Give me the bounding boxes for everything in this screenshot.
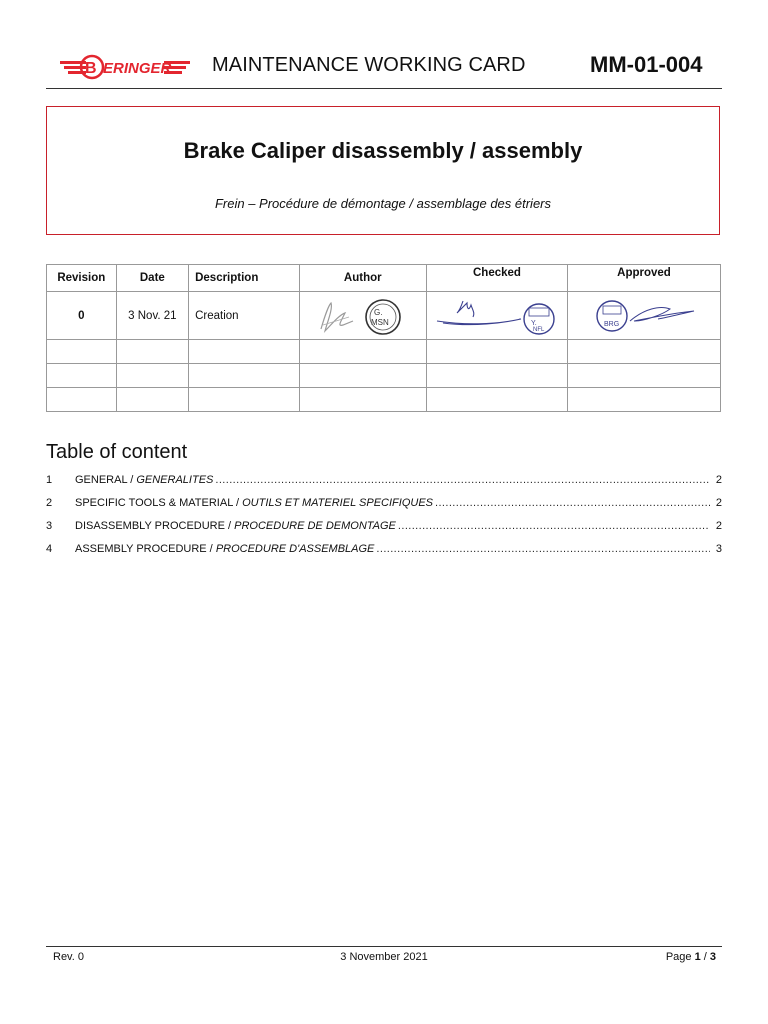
toc-leader-dots (435, 497, 710, 509)
table-row (47, 292, 721, 340)
logo-text: ERINGER (103, 60, 172, 77)
toc-item-number: 3 (46, 520, 53, 532)
document-type: MAINTENANCE WORKING CARD (212, 54, 526, 76)
toc-leader-dots (215, 474, 710, 486)
document-title-french: Frein – Procédure de démontage / assemblage des étriers (214, 196, 552, 211)
author-stamp (366, 300, 400, 334)
table-of-contents (46, 474, 722, 566)
title-box (46, 106, 720, 235)
revision-table-header (47, 265, 721, 292)
toc-item-label: DISASSEMBLY PROCEDURE / PROCEDURE DE DEMONTAGE (75, 520, 396, 532)
toc-item-assembly[interactable] (46, 543, 722, 566)
header-revision: Revision (47, 265, 117, 292)
footer-divider (46, 946, 722, 947)
toc-item-page: 3 (715, 543, 722, 555)
document-number: MM-01-004 (590, 52, 703, 77)
toc-title: Table of content (46, 441, 188, 463)
svg-text:Y.: Y. (530, 319, 537, 327)
approved-signature (574, 295, 714, 337)
toc-item-general[interactable] (46, 474, 722, 497)
header-date: Date (116, 265, 188, 292)
beringer-logo (58, 52, 192, 82)
header-author: Author (299, 265, 426, 292)
toc-item-label: SPECIFIC TOOLS & MATERIAL / OUTILS ET MATERIEL SPECIFIQUES (75, 497, 434, 509)
header-description: Description (189, 265, 300, 292)
author-signature-cell (299, 292, 426, 340)
table-row (47, 388, 721, 412)
table-row (47, 364, 721, 388)
checked-signature (433, 295, 561, 337)
table-row (47, 340, 721, 364)
toc-leader-dots (398, 520, 710, 532)
svg-text:MSN: MSN (370, 317, 389, 327)
svg-text:NFL: NFL (532, 326, 545, 333)
header-checked: Checked (426, 265, 567, 292)
toc-item-tools-material[interactable] (46, 497, 722, 520)
approved-signature-cell (567, 292, 720, 340)
toc-item-number: 2 (46, 497, 53, 509)
svg-text:BRG: BRG (603, 320, 620, 328)
cell-revision: 0 (47, 292, 117, 340)
approved-stamp (597, 301, 627, 331)
toc-item-page: 2 (715, 520, 722, 532)
revision-table (46, 264, 721, 412)
toc-leader-dots (376, 543, 710, 555)
toc-item-number: 4 (46, 543, 53, 555)
cell-description: Creation (189, 292, 300, 340)
cell-date: 3 Nov. 21 (116, 292, 188, 340)
header-approved: Approved (567, 265, 720, 292)
toc-item-page: 2 (715, 497, 722, 509)
toc-item-label: GENERAL / GENERALITES (75, 474, 214, 486)
footer-page-number: Page 1 / 3 (665, 951, 716, 963)
svg-text:G.: G. (373, 307, 383, 317)
toc-item-disassembly[interactable] (46, 520, 722, 543)
svg-text:B: B (85, 60, 97, 77)
header-divider (46, 88, 722, 89)
footer-date: 3 November 2021 (340, 951, 428, 963)
checked-signature-cell (426, 292, 567, 340)
author-signature (313, 295, 413, 337)
footer-revision: Rev. 0 (53, 951, 84, 963)
checked-stamp (524, 304, 554, 334)
toc-item-number: 1 (46, 474, 53, 486)
document-title: Brake Caliper disassembly / assembly (183, 138, 583, 163)
toc-item-page: 2 (715, 474, 722, 486)
toc-item-label: ASSEMBLY PROCEDURE / PROCEDURE D'ASSEMBLAGE (75, 543, 375, 555)
